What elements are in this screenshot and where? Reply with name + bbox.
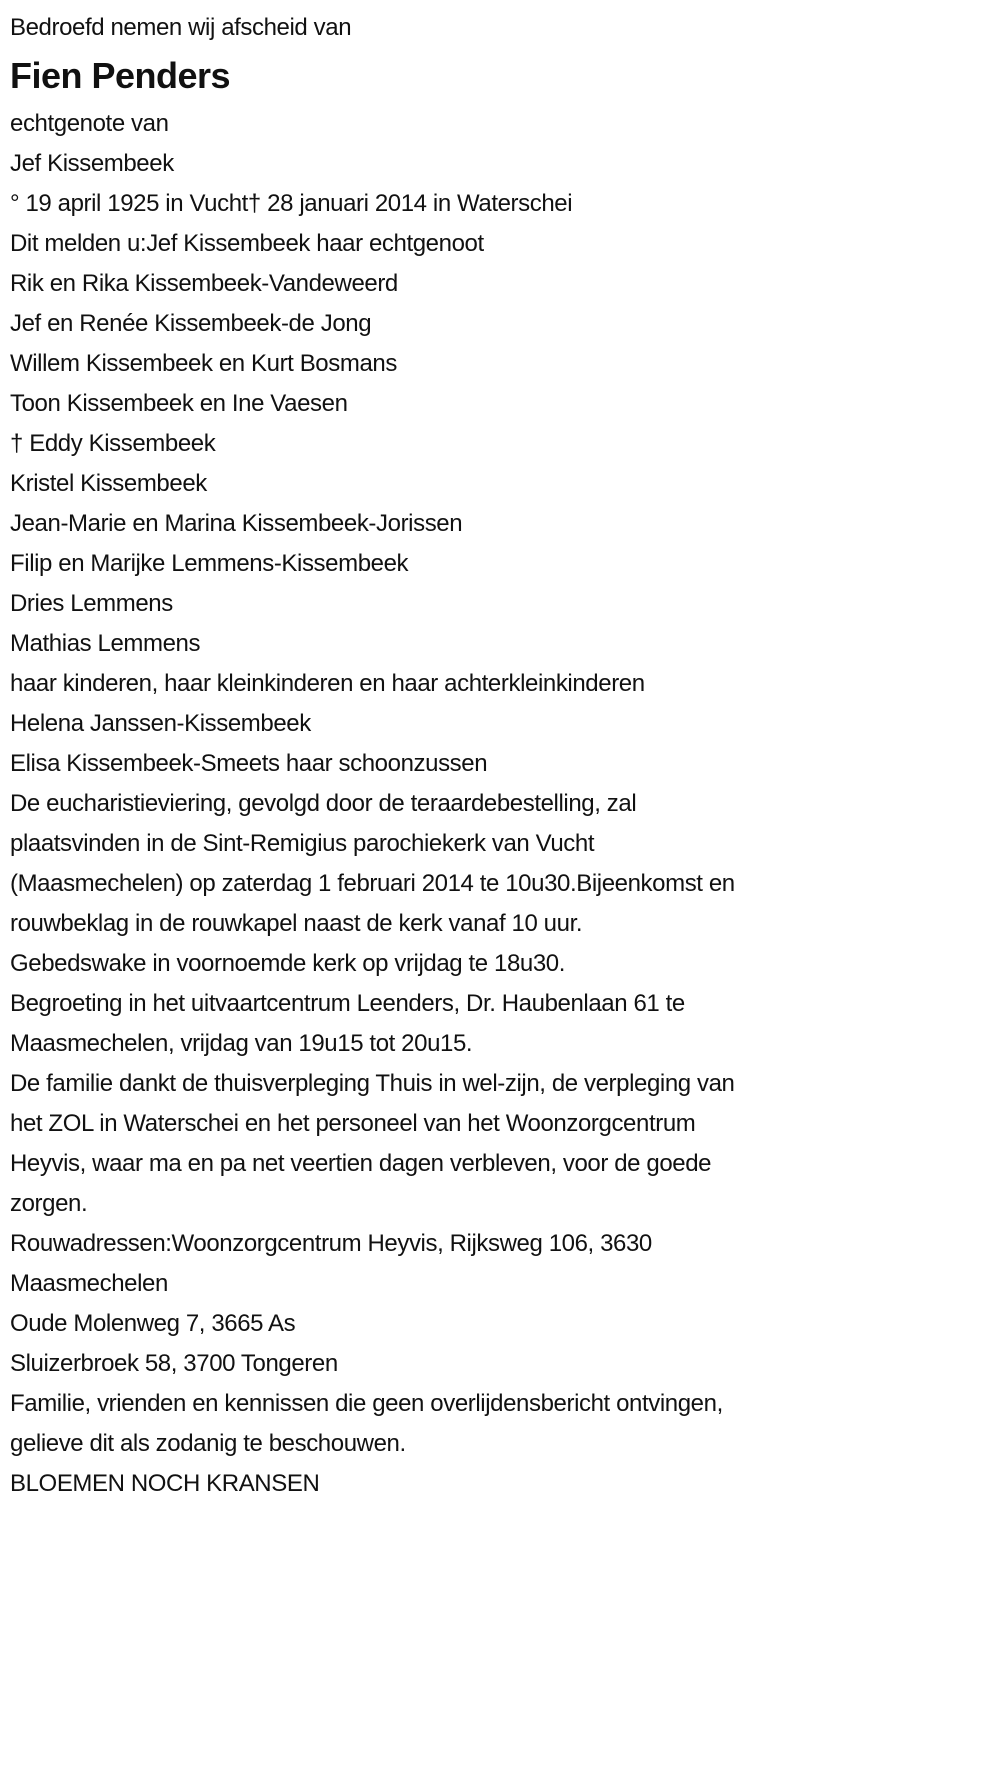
mourning-addresses (10, 1224, 986, 1384)
text-line: Elisa Kissembeek-Smeets haar schoonzussen (10, 750, 488, 777)
text-line: Willem Kissembeek en Kurt Bosmans (10, 350, 397, 377)
text-line: Rik en Rika Kissembeek-Vandeweerd (10, 270, 398, 297)
text-line: Toon Kissembeek en Ine Vaesen (10, 390, 348, 417)
text-line: echtgenote van (10, 110, 169, 137)
text-line: Oude Molenweg 7, 3665 As (10, 1310, 296, 1337)
text-line: Jef Kissembeek (10, 150, 174, 177)
flowers-note: BLOEMEN NOCH KRANSEN (10, 1470, 320, 1497)
text-line: Jef en Renée Kissembeek-de Jong (10, 310, 372, 337)
text-line: rouwbeklag in de rouwkapel naast de kerk vanaf 10 uur. (10, 910, 583, 937)
text-line: (Maasmechelen) op zaterdag 1 februari 2014 te 10u30.Bijeenkomst en (10, 870, 735, 897)
text-line: Helena Janssen-Kissembeek (10, 710, 311, 737)
text-line: Rouwadressen:Woonzorgcentrum Heyvis, Rijksweg 106, 3630 (10, 1230, 652, 1257)
text-line: Sluizerbroek 58, 3700 Tongeren (10, 1350, 338, 1377)
text-line: De eucharistieviering, gevolgd door de teraardebestelling, zal (10, 790, 637, 817)
life-dates: ° 19 april 1925 in Vucht† 28 januari 2014 in Waterschei (10, 190, 573, 217)
no-notice-disclaimer (10, 1384, 986, 1464)
intro-line: Bedroefd nemen wij afscheid van (10, 14, 352, 41)
text-line: Gebedswake in voornoemde kerk op vrijdag te 18u30. (10, 950, 566, 977)
text-line: Maasmechelen (10, 1270, 168, 1297)
family-list (10, 224, 986, 784)
text-line: zorgen. (10, 1190, 88, 1217)
deceased-name: Fien Penders (10, 55, 231, 96)
text-line: gelieve dit als zodanig te beschouwen. (10, 1430, 406, 1457)
text-line: haar kinderen, haar kleinkinderen en haar achterkleinkinderen (10, 670, 645, 697)
text-line: Kristel Kissembeek (10, 470, 207, 497)
service-details (10, 784, 986, 1224)
text-line: het ZOL in Waterschei en het personeel van het Woonzorgcentrum (10, 1110, 696, 1137)
relation-block (10, 104, 986, 184)
text-line: Begroeting in het uitvaartcentrum Leenders, Dr. Haubenlaan 61 te (10, 990, 685, 1017)
text-line: Dit melden u:Jef Kissembeek haar echtgenoot (10, 230, 484, 257)
text-line: Dries Lemmens (10, 590, 173, 617)
text-line: Maasmechelen, vrijdag van 19u15 tot 20u15. (10, 1030, 473, 1057)
text-line: Mathias Lemmens (10, 630, 201, 657)
text-line: Jean-Marie en Marina Kissembeek-Jorissen (10, 510, 463, 537)
text-line: Filip en Marijke Lemmens-Kissembeek (10, 550, 409, 577)
text-line: plaatsvinden in de Sint-Remigius parochiekerk van Vucht (10, 830, 595, 857)
text-line: Heyvis, waar ma en pa net veertien dagen verbleven, voor de goede (10, 1150, 712, 1177)
text-line: De familie dankt de thuisverpleging Thuis in wel-zijn, de verpleging van (10, 1070, 735, 1097)
text-line: Familie, vrienden en kennissen die geen overlijdensbericht ontvingen, (10, 1390, 723, 1417)
text-line: † Eddy Kissembeek (10, 430, 216, 457)
